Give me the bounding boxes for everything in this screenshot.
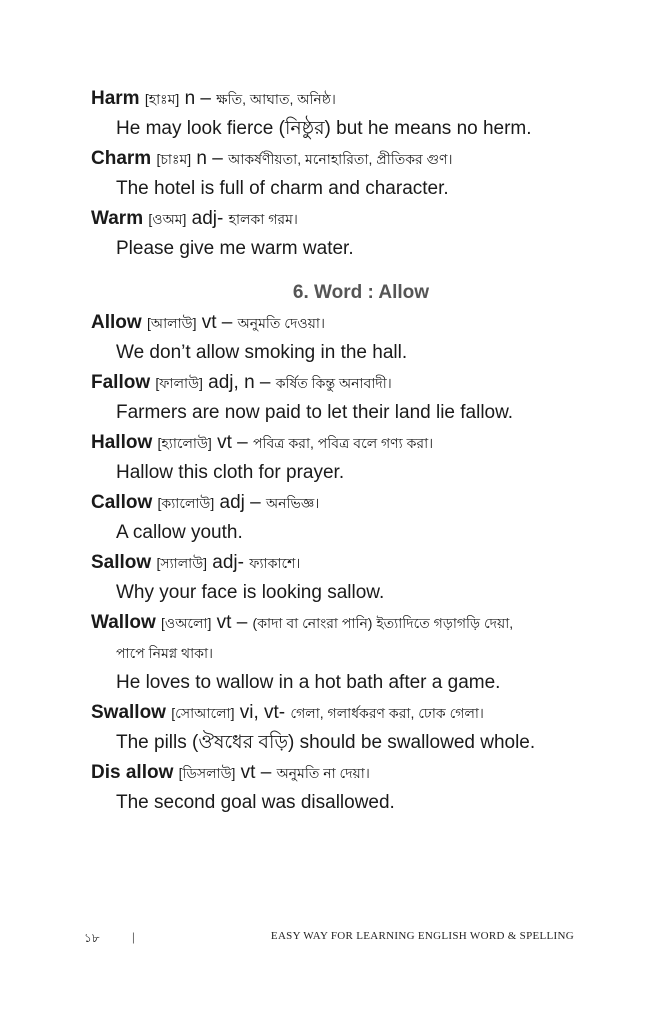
- part-of-speech: vt –: [216, 612, 248, 633]
- pronunciation: [ফালাউ]: [155, 375, 203, 391]
- part-of-speech: adj –: [219, 492, 261, 513]
- entry-callow: [91, 488, 631, 518]
- meaning: ক্ষতি, আঘাত, অনিষ্ঠ।: [216, 91, 336, 107]
- headword: Harm: [91, 88, 140, 109]
- entry-warm: [91, 204, 631, 234]
- meaning: কর্ষিত কিন্তু অনাবাদী।: [275, 375, 392, 391]
- pronunciation: [ওঅলো]: [161, 615, 212, 631]
- meaning: হালকা গরম।: [228, 211, 298, 227]
- page-content: [91, 84, 631, 818]
- example-sentence: Hallow this cloth for prayer.: [116, 462, 345, 483]
- headword: Allow: [91, 312, 142, 333]
- pronunciation: [আলাউ]: [146, 315, 197, 331]
- example-sentence: We don’t allow smoking in the hall.: [116, 342, 408, 363]
- meaning: ফ্যাকাশে।: [249, 555, 301, 571]
- meaning: আকর্ষণীয়তা, মনোহারিতা, প্রীতিকর গুণ।: [228, 151, 453, 167]
- part-of-speech: adj-: [191, 208, 224, 229]
- example-sentence: Please give me warm water.: [116, 238, 354, 259]
- footer-separator: |: [132, 929, 135, 944]
- headword: Swallow: [91, 702, 166, 723]
- pronunciation: [হাঃম]: [144, 91, 180, 107]
- meaning: পবিত্র করা, পবিত্র বলে গণ্য করা।: [252, 435, 434, 451]
- part-of-speech: adj, n –: [208, 372, 271, 393]
- entry-wallow: [91, 608, 631, 638]
- example-sentence: The second goal was disallowed.: [116, 792, 395, 813]
- headword: Hallow: [91, 432, 153, 453]
- entry-swallow: [91, 698, 631, 728]
- headword: Sallow: [91, 552, 152, 573]
- meaning: (কাদা বা নোংরা পানি) ইত্যাদিতে গড়াগড়ি দেয়া,: [252, 615, 514, 631]
- entry-sallow: [91, 548, 631, 578]
- meaning-continuation: পাপে নিমগ্ন থাকা।: [116, 645, 214, 661]
- part-of-speech: vt –: [240, 762, 272, 783]
- pronunciation: [ডিসলাউ]: [178, 765, 236, 781]
- part-of-speech: adj-: [212, 552, 244, 573]
- part-of-speech: vt –: [201, 312, 233, 333]
- example-sentence: The pills (ঔষধের বড়ি) should be swallowed whole.: [116, 732, 536, 753]
- entry-dis-allow: [91, 758, 631, 788]
- pronunciation: [ক্যালোউ]: [157, 495, 215, 511]
- headword: Charm: [91, 148, 152, 169]
- headword: Fallow: [91, 372, 151, 393]
- headword: Wallow: [91, 612, 156, 633]
- pronunciation: [সোআলো]: [171, 705, 235, 721]
- entry-harm: [91, 84, 631, 114]
- example-sentence: Farmers are now paid to let their land lie fallow.: [116, 402, 514, 423]
- meaning: অনুমতি দেওয়া।: [237, 315, 325, 331]
- part-of-speech: vt –: [217, 432, 248, 453]
- example-sentence: Why your face is looking sallow.: [116, 582, 385, 603]
- example-sentence: He may look fierce (নিষ্ঠুর) but he means no herm.: [116, 118, 532, 139]
- meaning: গেলা, গলার্ধকরণ করা, ঢোক গেলা।: [290, 705, 484, 721]
- pronunciation: [হ্যালোউ]: [157, 435, 212, 451]
- page-number: ১৮: [84, 931, 100, 945]
- part-of-speech: vi, vt-: [239, 702, 286, 723]
- example-sentence: A callow youth.: [116, 522, 243, 543]
- meaning: অনুমতি না দেয়া।: [276, 765, 370, 781]
- pronunciation: [চাঃম]: [156, 151, 192, 167]
- part-of-speech: n –: [184, 88, 211, 109]
- entry-allow: [91, 308, 631, 338]
- example-sentence: He loves to wallow in a hot bath after a game.: [116, 672, 501, 693]
- meaning: অনভিজ্ঞ।: [266, 495, 320, 511]
- headword: Warm: [91, 208, 144, 229]
- example-sentence: The hotel is full of charm and character.: [116, 178, 449, 199]
- book-title: EASY WAY FOR LEARNING ENGLISH WORD & SPELLING: [270, 930, 574, 942]
- entry-fallow: [91, 368, 631, 398]
- pronunciation: [স্যালাউ]: [156, 555, 208, 571]
- headword: Dis allow: [91, 762, 174, 783]
- entry-hallow: [91, 428, 631, 458]
- entry-charm: [91, 144, 631, 174]
- headword: Callow: [91, 492, 153, 513]
- part-of-speech: n –: [196, 148, 223, 169]
- section-title: 6. Word : Allow: [292, 282, 430, 303]
- pronunciation: [ওঅম]: [148, 211, 187, 227]
